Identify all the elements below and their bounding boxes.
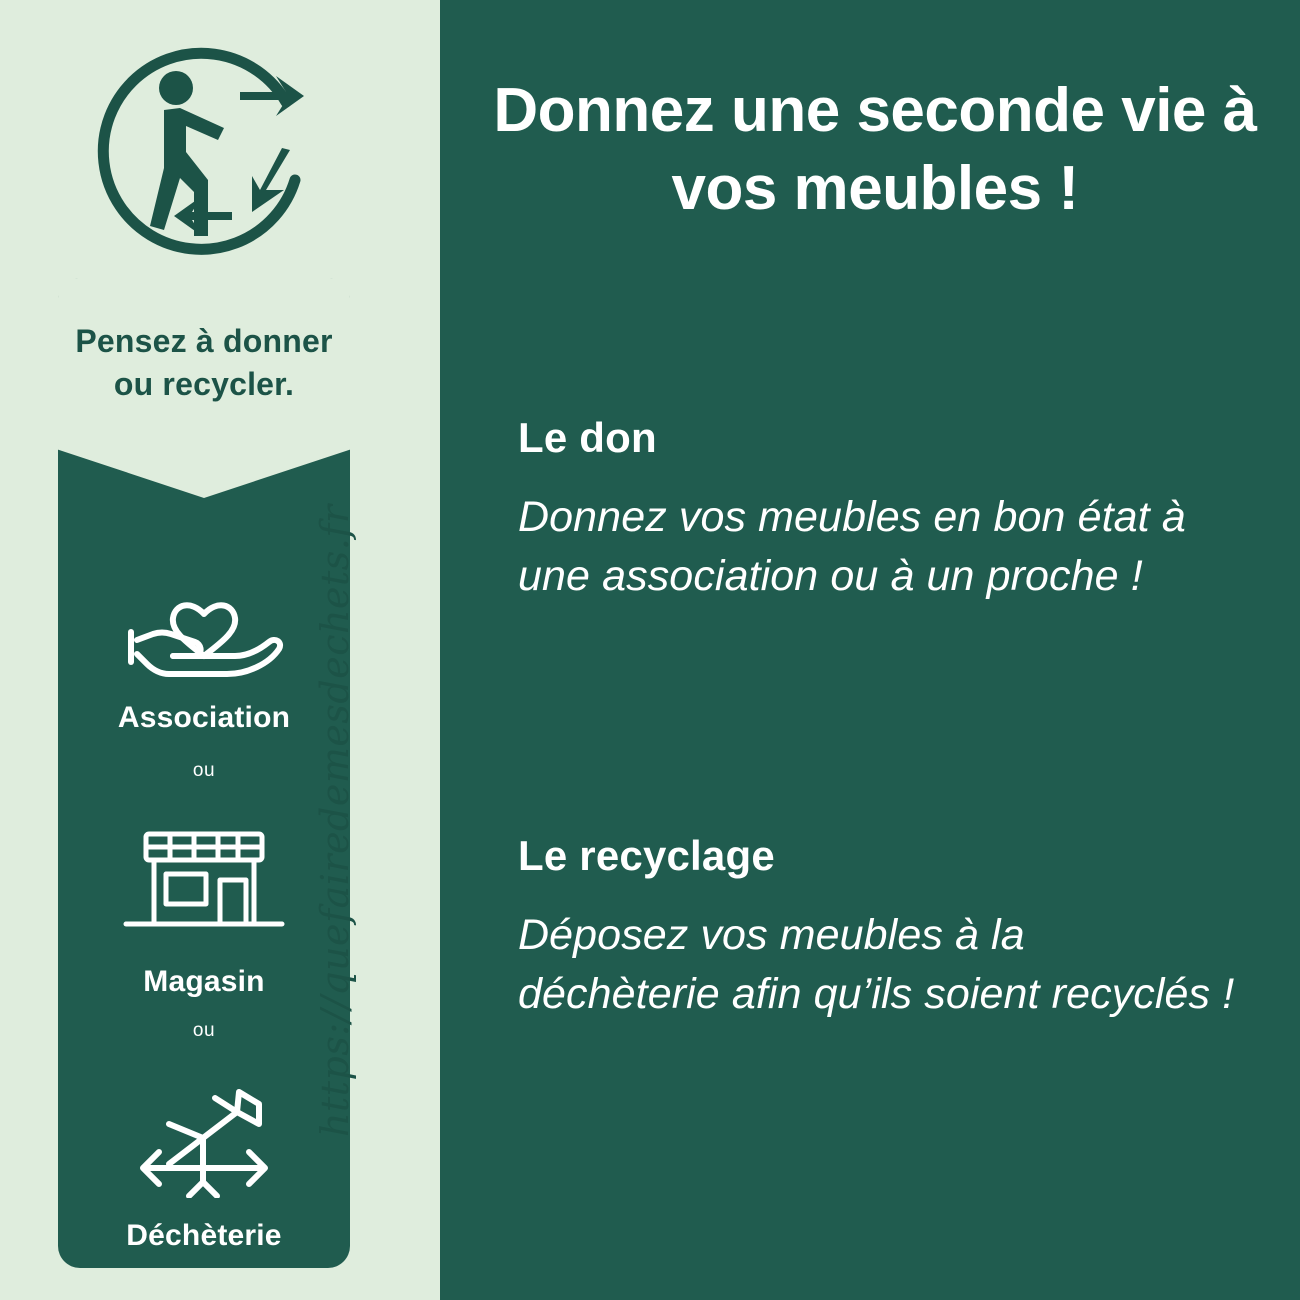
section-le-recyclage-body: Déposez vos meubles à la déchèterie afin qu’ils soient recyclés ! — [518, 911, 1235, 1019]
step-magasin-label: Magasin — [143, 965, 265, 998]
section-le-recyclage — [518, 832, 1238, 1025]
step-magasin[interactable] — [58, 824, 350, 999]
step-separator-1: ou — [192, 760, 216, 781]
page-title: Donnez une seconde vie à vos meubles ! — [493, 76, 1257, 223]
card-banner-text: Pensez à donner ou recycler. — [75, 323, 333, 402]
recycling-person-icon — [90, 40, 320, 270]
shop-icon — [58, 824, 350, 949]
section-le-don-title: Le don — [518, 414, 657, 461]
section-le-don — [518, 414, 1238, 607]
step-separator-2: ou — [192, 1020, 216, 1041]
step-association-label: Association — [117, 701, 291, 734]
section-le-don-body: Donnez vos meubles en bon état à une association ou à un proche ! — [518, 493, 1186, 601]
section-le-recyclage-title: Le recyclage — [518, 832, 775, 879]
hand-heart-icon — [58, 570, 350, 685]
step-dechterie[interactable] — [58, 1078, 350, 1253]
website-url[interactable]: https://quefairedemesdechets.fr — [313, 504, 357, 1137]
step-dechterie-label: Déchèterie — [126, 1219, 282, 1252]
steps-card — [58, 278, 350, 1268]
recycling-center-icon — [58, 1078, 350, 1203]
step-association[interactable] — [58, 570, 350, 735]
